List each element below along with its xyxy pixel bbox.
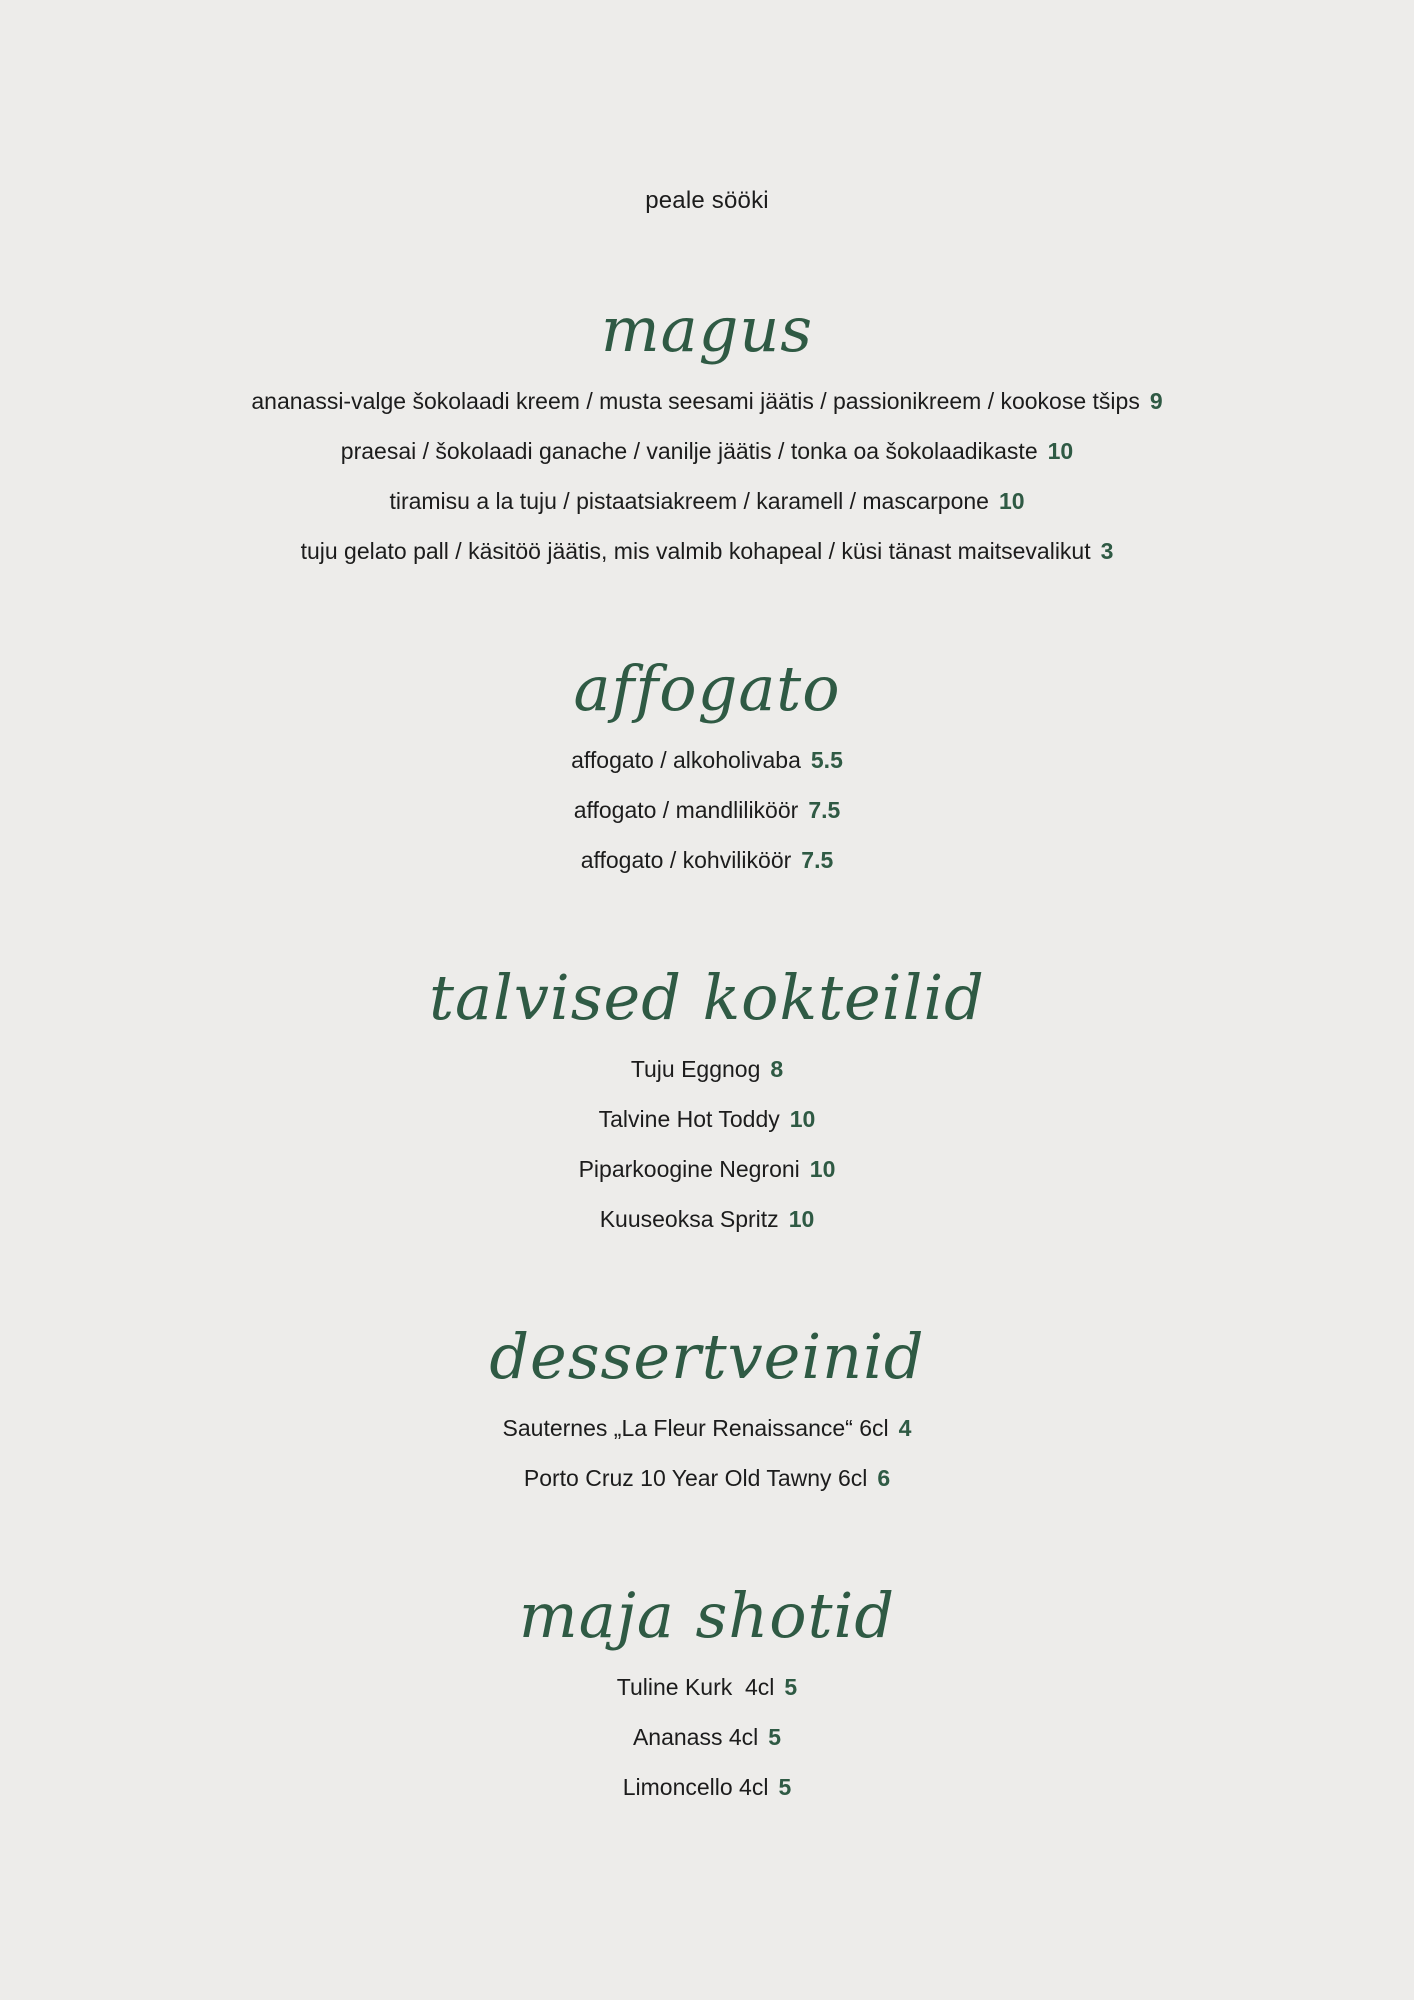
menu-item — [0, 1144, 1414, 1194]
menu-item-name: Kuuseoksa Spritz — [599, 1206, 779, 1232]
menu-item-name: Ananass 4cl — [632, 1724, 759, 1750]
menu-item — [0, 1453, 1414, 1503]
menu-item — [0, 526, 1414, 576]
menu-item-name: Limoncello 4cl — [622, 1774, 769, 1800]
section-title: maja shotid — [518, 1579, 896, 1652]
menu-item-price: 5 — [768, 1724, 782, 1750]
menu-list — [0, 1044, 1414, 1244]
menu-item — [0, 1094, 1414, 1144]
section-title: magus — [600, 293, 814, 366]
page-subtitle: peale sööki — [645, 187, 769, 214]
menu-item-name: Talvine Hot Toddy — [598, 1106, 780, 1132]
menu-item-name: tiramisu a la tuju / pistaatsiakreem / karamell / mascarpone — [389, 488, 989, 514]
section-title: dessertveinid — [489, 1320, 925, 1393]
menu-item — [0, 426, 1414, 476]
section-dessertveinid — [0, 1311, 1414, 1503]
menu-item-price: 6 — [877, 1465, 891, 1491]
menu-item — [0, 376, 1414, 426]
menu-item-price: 7.5 — [808, 797, 841, 823]
menu-item — [0, 1712, 1414, 1762]
menu-list — [0, 735, 1414, 885]
menu-item — [0, 1662, 1414, 1712]
menu-list — [0, 1662, 1414, 1812]
menu-item-name: Tuju Eggnog — [630, 1056, 761, 1082]
section-affogato — [0, 643, 1414, 885]
section-magus — [0, 284, 1414, 576]
menu-list — [0, 376, 1414, 576]
menu-item-name: affogato / kohviliköör — [580, 847, 792, 873]
section-talvised-kokteilid — [0, 952, 1414, 1244]
menu-item-price: 5.5 — [810, 747, 843, 773]
menu-item-price: 10 — [789, 1106, 816, 1132]
menu-item-name: ananassi-valge šokolaadi kreem / musta seesami jäätis / passionikreem / kookose tšips — [251, 388, 1140, 414]
menu-item — [0, 1403, 1414, 1453]
menu-item-name: tuju gelato pall / käsitöö jäätis, mis valmib kohapeal / küsi tänast maitsevalikut — [300, 538, 1091, 564]
menu-item — [0, 735, 1414, 785]
menu-item-price: 8 — [770, 1056, 784, 1082]
menu-item-name: praesai / šokolaadi ganache / vanilje jäätis / tonka oa šokolaadikaste — [340, 438, 1038, 464]
menu-item — [0, 835, 1414, 885]
menu-item — [0, 1194, 1414, 1244]
menu-item — [0, 785, 1414, 835]
menu-item-price: 5 — [784, 1674, 798, 1700]
menu-item-price: 10 — [1047, 438, 1074, 464]
menu-item-name: Tuline Kurk 4cl — [616, 1674, 775, 1700]
section-title: affogato — [573, 652, 841, 725]
menu-item-name: Porto Cruz 10 Year Old Tawny 6cl — [523, 1465, 868, 1491]
menu-item — [0, 1762, 1414, 1812]
menu-item-price: 10 — [998, 488, 1025, 514]
menu-item-name: affogato / alkoholivaba — [571, 747, 801, 773]
menu-item-price: 5 — [778, 1774, 792, 1800]
menu-item-name: Piparkoogine Negroni — [578, 1156, 800, 1182]
menu-item — [0, 1044, 1414, 1094]
menu-item-name: affogato / mandliliköör — [573, 797, 799, 823]
menu-list — [0, 1403, 1414, 1503]
menu-item-name: Sauternes „La Fleur Renaissance“ 6cl — [502, 1415, 889, 1441]
menu-item-price: 7.5 — [801, 847, 834, 873]
menu-item-price: 10 — [809, 1156, 836, 1182]
menu-item-price: 9 — [1149, 388, 1163, 414]
section-maja-shotid — [0, 1570, 1414, 1812]
menu-item — [0, 476, 1414, 526]
menu-item-price: 3 — [1100, 538, 1114, 564]
section-title: talvised kokteilid — [429, 961, 985, 1034]
menu-item-price: 10 — [788, 1206, 815, 1232]
menu-item-price: 4 — [898, 1415, 912, 1441]
